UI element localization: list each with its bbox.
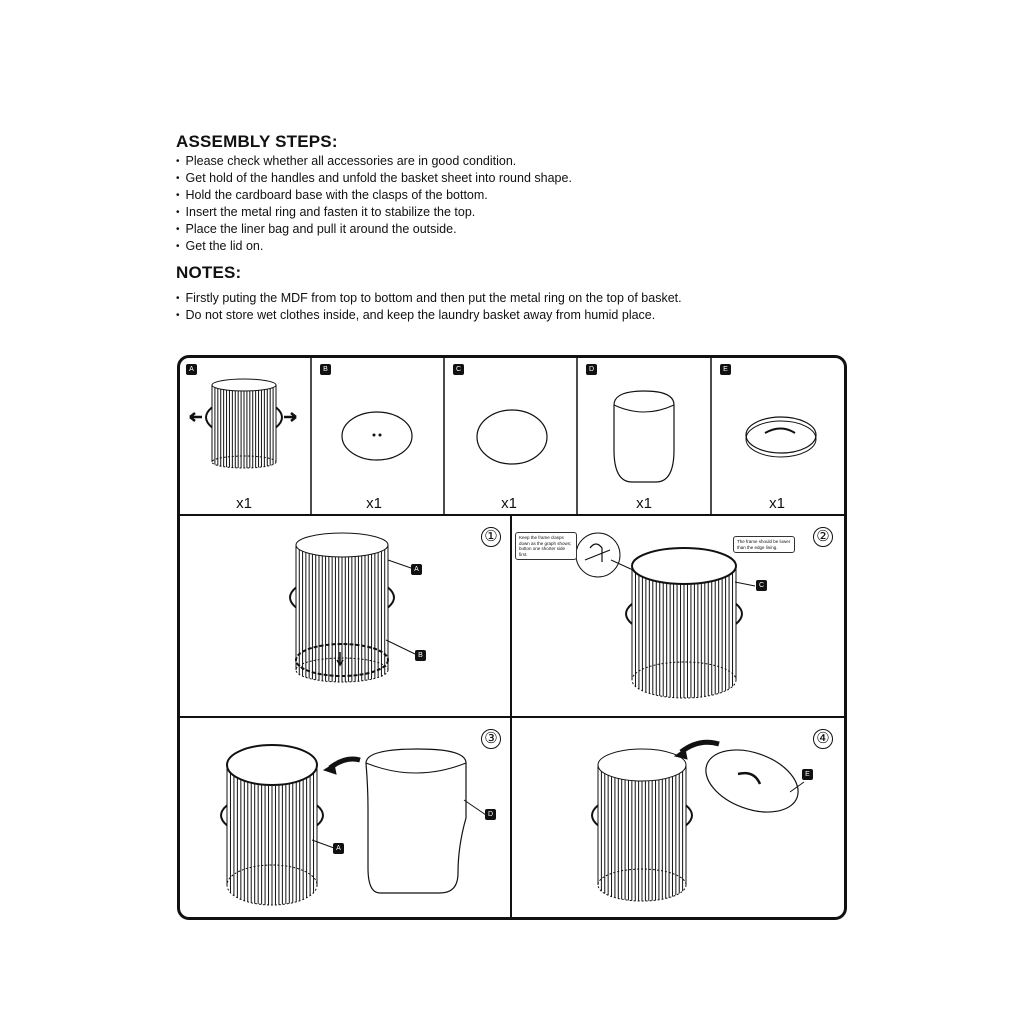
step4-tag-e: E <box>802 769 813 780</box>
basket-rim <box>212 379 276 391</box>
assembly-step: • Insert the metal ring and fasten it to stabilize the top. <box>176 205 475 219</box>
step-number-3: ③ <box>481 729 501 749</box>
liner-bag <box>366 749 466 893</box>
step3-tag-a: A <box>333 843 344 854</box>
leader-line <box>386 640 415 654</box>
lid-handle <box>738 773 760 784</box>
liner-bag-rim <box>366 763 466 773</box>
part-qty: x1 <box>366 495 382 512</box>
liner-bag <box>614 391 674 482</box>
lid <box>746 417 816 453</box>
cardboard-base <box>342 412 412 460</box>
part-tag-c: C <box>453 364 464 375</box>
part-qty: x1 <box>769 495 785 512</box>
handle-icon <box>317 805 323 825</box>
metal-ring <box>477 410 547 464</box>
part-tag-e: E <box>720 364 731 375</box>
handle-icon <box>221 805 227 825</box>
assembly-step: • Get the lid on. <box>176 239 263 253</box>
leader-line <box>388 560 411 568</box>
basket-icon <box>598 765 686 901</box>
arrow-curved-icon <box>681 742 719 752</box>
leader-line <box>464 800 486 815</box>
part-tag-d: D <box>586 364 597 375</box>
step1-tag-a: A <box>411 564 422 575</box>
note-item: • Firstly puting the MDF from top to bottom and then put the metal ring on the top of basket. <box>176 291 682 305</box>
assembly-step: • Please check whether all accessories are in good condition. <box>176 154 516 168</box>
lid-handle <box>765 429 795 434</box>
base-hole <box>373 434 375 436</box>
step1-tag-b: B <box>415 650 426 661</box>
basket-rim <box>296 533 388 557</box>
leader-line <box>735 582 755 586</box>
arrow-left-icon <box>190 413 202 421</box>
handle-icon <box>626 604 632 624</box>
handle-icon <box>592 805 598 825</box>
note-item: • Do not store wet clothes inside, and keep the laundry basket away from humid place. <box>176 308 655 322</box>
assembly-step: • Hold the cardboard base with the clasps of the bottom. <box>176 188 488 202</box>
handle-icon <box>290 588 296 608</box>
liner-bag-rim <box>614 405 674 412</box>
part-qty: x1 <box>501 495 517 512</box>
leader-line <box>312 840 334 848</box>
part-qty: x1 <box>236 495 252 512</box>
handle-icon <box>276 407 282 427</box>
callout-frame-lower: The frame should be lower than the edge lining. <box>733 536 795 553</box>
step3-tag-d: D <box>485 809 496 820</box>
basket-rim <box>632 548 736 584</box>
step2-tag-c: C <box>756 580 767 591</box>
handle-icon <box>686 805 692 825</box>
basket-rim <box>227 745 317 785</box>
notes-heading: NOTES: <box>176 263 242 282</box>
arrow-right-icon <box>284 413 296 421</box>
part-tag-a: A <box>186 364 197 375</box>
basket-icon <box>632 566 736 698</box>
part-tag-b: B <box>320 364 331 375</box>
step-number-4: ④ <box>813 729 833 749</box>
assembly-step: • Place the liner bag and pull it around the outside. <box>176 222 457 236</box>
handle-icon <box>388 588 394 608</box>
lid <box>697 738 806 823</box>
handle-icon <box>736 604 742 624</box>
handle-icon <box>206 407 212 427</box>
assembly-step: • Get hold of the handles and unfold the basket sheet into round shape. <box>176 171 572 185</box>
assembly-heading: ASSEMBLY STEPS: <box>176 132 338 151</box>
callout-clasps: Keep the frame clasps down as the graph shows; button one shorter side first. <box>515 532 577 560</box>
step-number-1: ① <box>481 527 501 547</box>
base-hole <box>379 434 381 436</box>
step-number-2: ② <box>813 527 833 547</box>
lid-edge <box>746 421 816 457</box>
basket-rim <box>598 749 686 781</box>
part-qty: x1 <box>636 495 652 512</box>
